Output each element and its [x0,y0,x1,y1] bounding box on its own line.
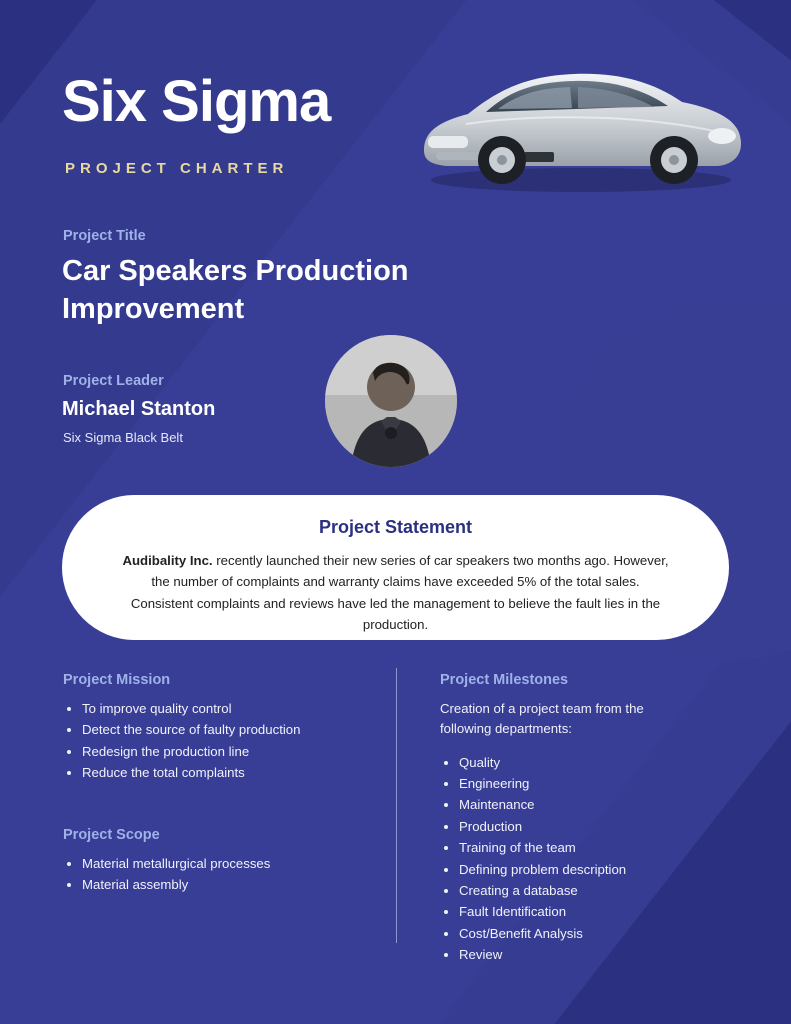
page-title: Six Sigma [62,69,331,134]
project-scope-list [63,854,373,895]
left-column [63,672,373,896]
statement-text: recently launched their new series of car speakers two months ago. However, the number of complaints and warranty claims have exceeded 5% of the total sales. Consistent complaints and reviews have led the management to believe the fault lies in the production. [130,553,669,633]
spacer [63,785,373,827]
list-item: • Training of the team [459,838,740,857]
project-scope-heading: Project Scope [63,826,160,843]
list-item: • Engineering [459,774,740,793]
list-item: • Quality [459,753,740,772]
project-milestones-intro: Creation of a project team from the following departments: [440,701,644,736]
project-milestones-heading: Project Milestones [440,672,569,688]
list-item: • Production [459,817,740,836]
project-leader-role: Six Sigma Black Belt [63,430,183,445]
project-statement-card [62,495,729,640]
project-statement-body [122,550,669,636]
right-column [440,672,740,967]
list-item: • Reduce the total complaints [82,763,373,782]
list-item: • Creating a database [459,881,740,900]
project-mission-list [63,699,373,783]
list-item: • Detect the source of faulty production [82,720,373,739]
list-item: • Redesign the production line [82,742,373,761]
list-item: • Defining problem description [459,860,740,879]
list-item: • Maintenance [459,795,740,814]
car-photo [406,40,756,210]
page-subtitle: PROJECT CHARTER [65,160,289,177]
project-title-label: Project Title [63,228,146,244]
list-item: • To improve quality control [82,699,373,718]
list-item: • Cost/Benefit Analysis [459,924,740,943]
list-item: • Material assembly [82,875,373,894]
column-divider [396,668,397,943]
list-item: • Review [459,945,740,964]
company-name: Audibality Inc. [122,553,213,568]
project-mission-heading: Project Mission [63,672,171,688]
project-statement-heading: Project Statement [318,517,473,537]
list-item: • Fault Identification [459,902,740,921]
project-leader-name: Michael Stanton [62,398,216,420]
project-title: Car Speakers Production Improvement [62,255,409,326]
project-leader-label: Project Leader [63,373,164,389]
project-milestones-list [440,753,740,965]
list-item: • Material metallurgical processes [82,854,373,873]
avatar [325,335,457,467]
